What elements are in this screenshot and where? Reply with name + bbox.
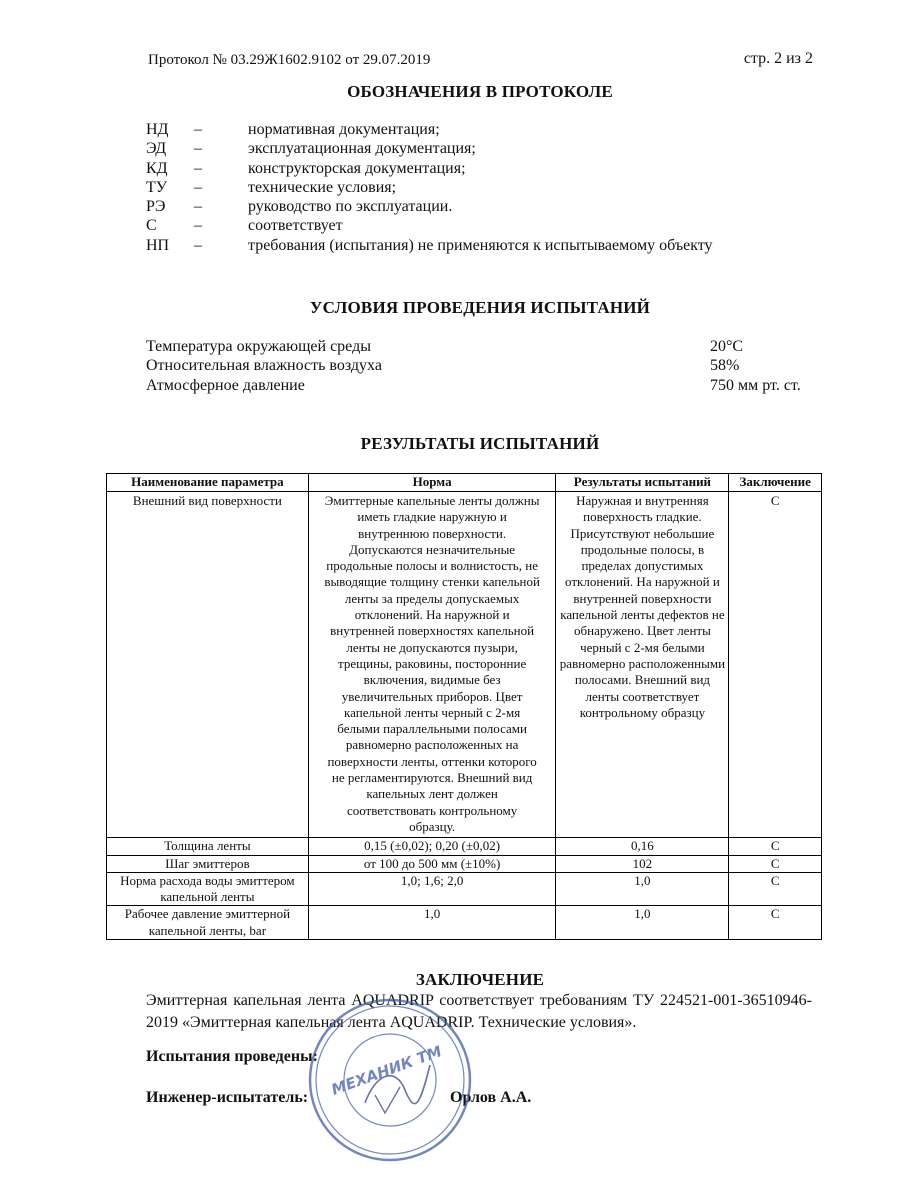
designation-dash: – <box>194 140 202 158</box>
verdict-cell: С <box>729 492 822 838</box>
designation-text: конструкторская документация; <box>248 159 466 177</box>
condition-label: Относительная влажность воздуха <box>146 357 382 375</box>
verdict-cell: С <box>729 855 822 872</box>
table-row <box>107 492 822 838</box>
condition-row <box>146 337 816 356</box>
designation-code: ТУ <box>146 178 168 196</box>
param-cell: Шаг эмиттеров <box>107 855 309 872</box>
designation-text: руководство по эксплуатации. <box>248 198 453 216</box>
results-header-row <box>107 474 822 492</box>
param-cell: Норма расхода воды эмиттером капельной ленты <box>107 872 309 906</box>
designation-dash: – <box>194 121 202 138</box>
norm-cell: 1,0; 1,6; 2,0 <box>308 872 556 906</box>
engineer-name: Орлов А.А. <box>450 1089 532 1106</box>
designation-text: требования (испытания) не применяются к испытываемому объекту <box>248 236 713 254</box>
designation-dash: – <box>194 236 202 254</box>
designation-dash: – <box>194 198 202 216</box>
designations-title: ОБОЗНАЧЕНИЯ В ПРОТОКОЛЕ <box>347 82 613 101</box>
condition-value: 750 мм рт. ст. <box>710 376 801 394</box>
result-cell: 1,0 <box>556 872 729 906</box>
conclusion-text: Эмиттерная капельная лента AQUADRIP соответствует требованиям ТУ 224521-001-36510946-2019 «Эмиттерная капельная лента AQUADRIP. Технические условия». <box>146 992 812 1031</box>
designation-dash: – <box>194 178 202 196</box>
designation-text: соответствует <box>248 217 343 235</box>
page-number: стр. 2 из 2 <box>743 50 813 67</box>
designation-code: С <box>146 217 157 235</box>
verdict-cell: С <box>729 838 822 855</box>
designations-list <box>146 120 713 255</box>
stamp-logo-text: МЕХАНИК ТМ <box>328 1042 445 1099</box>
protocol-number: Протокол № 03.29Ж1602.9102 от 29.07.2019 <box>148 52 431 68</box>
designation-item <box>146 120 713 139</box>
results-table <box>106 473 822 940</box>
results-title: РЕЗУЛЬТАТЫ ИСПЫТАНИЙ <box>360 434 600 453</box>
condition-row <box>146 356 816 375</box>
condition-row <box>146 376 816 395</box>
verdict-cell: С <box>729 872 822 906</box>
result-cell: 0,16 <box>556 838 729 855</box>
condition-value: 20°С <box>710 338 744 355</box>
conditions-title: УСЛОВИЯ ПРОВЕДЕНИЯ ИСПЫТАНИЙ <box>309 298 651 317</box>
header-norm: Норма <box>308 474 556 492</box>
condition-value: 58% <box>710 357 740 375</box>
table-row <box>107 838 822 855</box>
norm-cell: 0,15 (±0,02); 0,20 (±0,02) <box>308 838 556 855</box>
norm-cell: Эмиттерные капельные ленты должны иметь гладкие наружную и внутреннюю поверхности. Допускаются незначительные продольные полосы и волнистость, не выводящие толщину стенки капельной ленты за пределы допускаемых отклонений. На наружной и внутренней поверхностях капельной ленты не допускаются пузыри, трещины, раковины, посторонние включения, видимые без увеличительных приборов. Цвет капельной ленты черный с 2-мя белыми параллельными полосами равномерно расположенных на поверхности ленты, оттенки которого не регламентируются. Внешний вид капельных лент должен соответствовать контрольному образцу. <box>308 492 556 838</box>
table-row <box>107 855 822 872</box>
header-verdict: Заключение <box>729 474 822 492</box>
designation-item <box>146 197 713 216</box>
designation-dash: – <box>194 217 202 235</box>
condition-label: Атмосферное давление <box>146 376 305 394</box>
designation-code: НД <box>146 121 169 138</box>
designation-item <box>146 139 713 158</box>
param-cell: Толщина ленты <box>107 838 309 855</box>
designation-text: эксплуатационная документация; <box>248 140 476 158</box>
designation-dash: – <box>194 159 202 177</box>
header-result: Результаты испытаний <box>556 474 729 492</box>
result-cell: Наружная и внутренняя поверхность гладкие. Присутствуют небольшие продольные полосы, в пределах допустимых отклонений. На наружной и внутренней поверхности капельной ленты дефектов не обнаружено. Цвет ленты черный с 2-мя белыми равномерно расположенными полосами. Внешний вид ленты соответствует контрольному образцу <box>556 492 729 838</box>
result-cell: 102 <box>556 855 729 872</box>
designation-text: технические условия; <box>248 178 397 196</box>
norm-cell: 1,0 <box>308 906 556 940</box>
param-cell: Внешний вид поверхности <box>107 492 309 838</box>
table-row <box>107 872 822 906</box>
designation-item <box>146 178 713 197</box>
table-row <box>107 906 822 940</box>
verdict-cell: С <box>729 906 822 940</box>
header-param: Наименование параметра <box>107 474 309 492</box>
designation-item <box>146 216 713 235</box>
designation-item <box>146 159 713 178</box>
param-cell: Рабочее давление эмиттерной капельной ленты, bar <box>107 906 309 940</box>
designation-code: ЭД <box>146 140 167 158</box>
designation-code: НП <box>146 236 170 254</box>
designation-text: нормативная документация; <box>248 121 440 138</box>
company-stamp <box>305 995 475 1165</box>
designation-item <box>146 236 713 255</box>
conditions-list <box>146 337 816 395</box>
tested-by-label: Испытания проведены: <box>146 1048 318 1065</box>
condition-label: Температура окружающей среды <box>146 338 371 355</box>
norm-cell: от 100 до 500 мм (±10%) <box>308 855 556 872</box>
conclusion-title: ЗАКЛЮЧЕНИЕ <box>415 970 545 989</box>
designation-code: КД <box>146 159 168 177</box>
designation-code: РЭ <box>146 198 166 216</box>
engineer-label: Инженер-испытатель: <box>146 1089 309 1106</box>
result-cell: 1,0 <box>556 906 729 940</box>
